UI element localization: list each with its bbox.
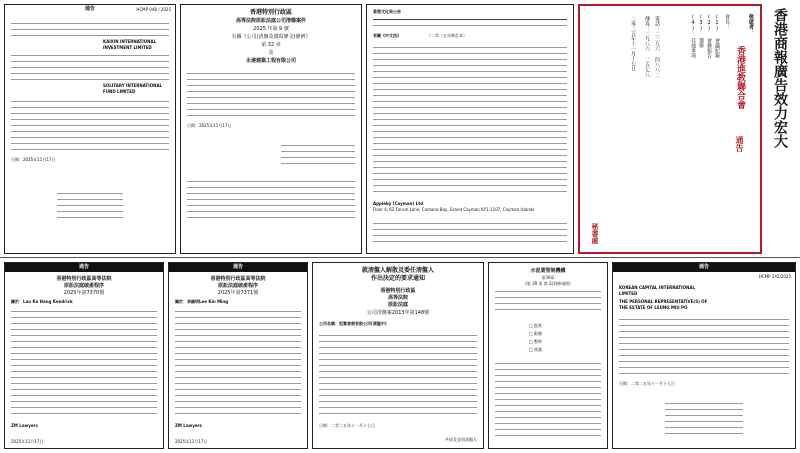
conjunction: 及 — [268, 50, 274, 56]
agenda-item-4: (4) 其他事項 — [690, 14, 696, 58]
text-line — [187, 193, 355, 194]
text-line — [175, 365, 301, 366]
text-line — [187, 199, 355, 200]
text-line — [187, 109, 355, 110]
text-line — [495, 387, 601, 388]
text-line — [187, 73, 355, 74]
text-line — [319, 389, 477, 390]
text-line — [175, 389, 301, 390]
notice-title: 香港文化局公告 — [373, 9, 401, 14]
notice-label: 通告 — [735, 136, 744, 152]
signature-line — [281, 145, 355, 146]
court-division: 原訟法庭破產程序 — [217, 283, 258, 289]
signature-line — [57, 217, 123, 218]
text-line — [373, 179, 567, 180]
text-line — [373, 107, 567, 108]
text-line — [187, 211, 355, 212]
ad-banner — [766, 4, 796, 254]
text-line — [619, 355, 789, 356]
text-line — [495, 375, 601, 376]
text-line — [11, 329, 157, 330]
text-line — [373, 47, 567, 48]
signature-line — [665, 409, 743, 410]
english-party-line-2: LIMITED — [619, 291, 638, 296]
company-name: 永達建築工程有限公司 — [245, 58, 296, 64]
court-division: 高等法院 — [387, 295, 408, 301]
text-line — [187, 79, 355, 80]
text-line — [11, 101, 169, 102]
text-line — [187, 187, 355, 188]
english-party-line-1: KAIXIN INTERNATIONAL — [103, 39, 157, 44]
text-line — [11, 323, 157, 324]
text-line — [495, 423, 601, 424]
text-line — [373, 191, 567, 192]
text-line — [619, 325, 789, 326]
text-line — [373, 241, 567, 242]
chapter: 第39章 — [541, 275, 555, 280]
party-address: Floor 4, 62 Forum Lane, Camana Bay, Grand Cayman KY1-1107, Cayman Islands — [373, 207, 535, 212]
salutation: 敬啟者： — [748, 14, 754, 34]
text-line — [11, 35, 169, 36]
text-line — [319, 365, 477, 366]
notice-heading-2: 作出決定的要求通知 — [370, 275, 425, 282]
text-line — [175, 335, 301, 336]
text-line — [319, 377, 477, 378]
notice-date: 2025年11月17日 — [11, 439, 44, 444]
text-line — [11, 23, 169, 24]
agenda-item-3: (3) 選舉 — [698, 14, 704, 48]
text-line — [373, 119, 567, 120]
text-line — [319, 341, 477, 342]
text-line — [495, 399, 601, 400]
text-line — [11, 389, 157, 390]
text-line — [187, 103, 355, 104]
text-line — [319, 335, 477, 336]
text-line — [319, 401, 477, 402]
text-line — [175, 377, 301, 378]
text-line — [11, 125, 169, 126]
text-line — [319, 347, 477, 348]
signature-line — [281, 163, 355, 164]
text-line — [319, 371, 477, 372]
text-line — [187, 85, 355, 86]
court-division: 原訟法庭破產程序 — [63, 283, 104, 289]
text-line — [619, 343, 789, 344]
signature-line — [281, 151, 355, 152]
law-firm: ZM Lawyers — [11, 423, 38, 428]
signature-line — [665, 421, 743, 422]
text-line — [11, 143, 169, 144]
text-line — [373, 143, 567, 144]
bankruptcy-notice-2 — [168, 262, 308, 449]
text-line — [495, 291, 601, 292]
text-line — [11, 347, 157, 348]
text-line — [11, 407, 157, 408]
top-middle-notice — [180, 4, 362, 254]
case-number: 2025年第7371號 — [217, 290, 259, 296]
text-line — [11, 131, 169, 132]
text-line — [175, 401, 301, 402]
text-line — [11, 67, 169, 68]
agenda-item-1: (1) 會議紀錄 — [714, 14, 720, 58]
court-name: 香港特別行政區高等法院 — [56, 276, 112, 282]
text-line — [373, 25, 567, 26]
text-line — [619, 361, 789, 362]
signature-line — [665, 427, 743, 428]
company-name: 公司名稱：恒富發展有限公司(清盤中) — [319, 321, 387, 326]
signature-line — [57, 211, 123, 212]
text-line — [495, 309, 601, 310]
court-division: 高等法院原訟法庭公司清盤案件 — [235, 18, 306, 24]
top-left-notice — [4, 4, 176, 254]
chair-label: 會長： — [724, 14, 730, 29]
text-line — [619, 349, 789, 350]
text-line — [187, 97, 355, 98]
text-line — [175, 341, 301, 342]
signature-line — [57, 205, 123, 206]
text-line — [11, 317, 157, 318]
text-line — [373, 77, 567, 78]
text-line — [175, 407, 301, 408]
text-line — [11, 353, 157, 354]
estate-notice — [612, 262, 796, 449]
text-line — [319, 413, 477, 414]
rule: (第 39 章 第 2(3)條規則) — [525, 281, 571, 286]
text-line — [619, 331, 789, 332]
text-line — [175, 329, 301, 330]
text-line — [187, 217, 355, 218]
signature-line — [281, 157, 355, 158]
party-name: Appleby (Cayman) Ltd — [373, 201, 423, 206]
text-line — [175, 371, 301, 372]
court-name: 香港特別行政區 — [249, 9, 292, 16]
text-line — [373, 149, 567, 150]
text-line — [373, 71, 567, 72]
text-line — [495, 429, 601, 430]
text-line — [619, 373, 789, 374]
signature-line — [665, 433, 743, 434]
debtor-name: 關於：Lau Ka Hang Kendrick — [11, 299, 73, 304]
text-line — [187, 181, 355, 182]
text-line — [373, 229, 567, 230]
text-line — [373, 59, 567, 60]
text-line — [373, 223, 567, 224]
text-line — [373, 131, 567, 132]
court-name: 香港特別行政區高等法院 — [210, 276, 266, 282]
text-line — [373, 185, 567, 186]
checkbox-item-2: □ 限制 — [529, 331, 543, 336]
chapter: 第 32 章 — [261, 42, 281, 48]
case-number: 2025年第7370號 — [63, 290, 105, 296]
text-line — [175, 359, 301, 360]
notice-heading: 就清盤人解散及委任清盤人 — [361, 267, 434, 274]
union-name: 香港進教聯合會 — [735, 46, 745, 109]
notice-date: 日期：二零二五年十一月十七日 — [619, 381, 675, 386]
text-line — [11, 413, 157, 414]
text-line — [319, 395, 477, 396]
court-branch: 原訟法庭 — [387, 302, 408, 308]
secretariat-label: 秘書處 — [591, 223, 599, 244]
case-number: 2025 年第 9 號 — [253, 26, 289, 32]
text-line — [373, 65, 567, 66]
text-line — [175, 413, 301, 414]
text-line — [175, 347, 301, 348]
english-party-line-3: THE PERSONAL REPRESENTATIVE(S) OF — [619, 299, 708, 304]
text-line — [11, 119, 169, 120]
text-line — [495, 417, 601, 418]
text-line — [495, 303, 601, 304]
text-line — [495, 405, 601, 406]
text-line — [11, 55, 169, 56]
text-line — [319, 353, 477, 354]
text-line — [373, 95, 567, 96]
text-line — [495, 393, 601, 394]
phone: 電話：二三九六 四八八二 — [654, 16, 660, 77]
case-number: 公司清盤案2013年第148號 — [366, 310, 430, 316]
law-firm: ZM Lawyers — [175, 423, 202, 428]
case-ref: HCMP 048 / 2025 — [136, 7, 171, 12]
text-line — [373, 101, 567, 102]
text-line — [11, 335, 157, 336]
meeting-notice — [578, 4, 762, 254]
ordinance: 有關《公司(清盤及雜項條文)條例》 — [231, 34, 311, 40]
text-line — [373, 167, 567, 168]
debtor-name: 關於：李錦明Lee Kin Ming — [175, 299, 229, 304]
agenda-item-2: (2) 會務報告 — [706, 14, 712, 58]
case-ref: HCMP 245/2025 — [758, 274, 791, 279]
text-line — [11, 383, 157, 384]
text-line — [619, 367, 789, 368]
text-line — [619, 337, 789, 338]
meeting-date: 二零二五年十一月十七日 — [630, 16, 636, 71]
notice-heading: 通告 — [169, 263, 307, 272]
english-party-line-3: SOLITARY INTERNATIONAL — [103, 83, 163, 88]
text-line — [373, 53, 567, 54]
regulatory-notice — [488, 262, 608, 449]
text-line — [187, 115, 355, 116]
checkbox-item-1: □ 批准 — [529, 323, 543, 328]
text-line — [11, 341, 157, 342]
checkbox-item-4: □ 商業 — [529, 347, 543, 352]
text-line — [373, 125, 567, 126]
text-line — [319, 359, 477, 360]
checkbox-item-3: □ 暫時 — [529, 339, 543, 344]
liquidation-notice — [312, 262, 484, 449]
top-right-notice — [366, 4, 574, 254]
notice-heading: 通告 — [5, 263, 163, 272]
text-line — [319, 383, 477, 384]
text-line — [495, 363, 601, 364]
notice-heading: 通告 — [613, 263, 795, 272]
text-line — [373, 161, 567, 162]
text-line — [373, 19, 567, 20]
court-name: 香港特別行政區 — [380, 288, 416, 294]
text-line — [495, 369, 601, 370]
text-line — [373, 155, 567, 156]
fax: 傳真：二九八六 二五七八 — [644, 16, 650, 77]
row-divider — [0, 257, 800, 258]
notice-date: 2025年11月17日 — [175, 439, 208, 444]
signature-line — [57, 193, 123, 194]
text-line — [495, 297, 601, 298]
text-line — [373, 235, 567, 236]
text-line — [175, 383, 301, 384]
text-line — [11, 311, 157, 312]
text-line — [11, 401, 157, 402]
text-line — [495, 435, 601, 436]
text-line — [495, 381, 601, 382]
text-line — [11, 79, 169, 80]
notice-heading: 通告 — [84, 6, 95, 12]
text-line — [11, 137, 169, 138]
signoff: 共同及各別清盤人 — [445, 437, 477, 442]
notice-subtext: （二零二五年修訂本） — [427, 33, 467, 38]
english-party-line-1: KOREAN CAPITAL INTERNATIONAL — [619, 285, 695, 290]
notice-date: 日期：2025年11月17日 — [11, 157, 56, 162]
banner-title: 香港商報廣告效力宏大 — [772, 8, 788, 148]
notice-date: 日期：二零二五年十一月十七日 — [319, 423, 375, 428]
text-line — [11, 395, 157, 396]
signature-line — [665, 415, 743, 416]
text-line — [373, 173, 567, 174]
text-line — [319, 407, 477, 408]
text-line — [175, 395, 301, 396]
text-line — [175, 353, 301, 354]
notice-date: 日期：2025年11月17日 — [187, 123, 232, 128]
text-line — [373, 113, 567, 114]
text-line — [175, 317, 301, 318]
text-line — [11, 371, 157, 372]
english-party-line-2: INVESTMENT LIMITED — [103, 45, 152, 50]
text-line — [373, 137, 567, 138]
text-line — [175, 323, 301, 324]
text-line — [11, 107, 169, 108]
english-party-line-4: FUND LIMITED — [103, 89, 136, 94]
bankruptcy-notice-1 — [4, 262, 164, 449]
english-party-line-4: THE ESTATE OF LEUNG MIU PO — [619, 305, 688, 310]
text-line — [11, 61, 169, 62]
signature-line — [665, 403, 743, 404]
text-line — [175, 311, 301, 312]
text-line — [495, 411, 601, 412]
text-line — [11, 29, 169, 30]
text-line — [373, 89, 567, 90]
text-line — [187, 205, 355, 206]
text-line — [373, 83, 567, 84]
signature-line — [57, 199, 123, 200]
text-line — [11, 359, 157, 360]
notice-heading: 水泥業管制機構 — [530, 268, 566, 274]
text-line — [619, 319, 789, 320]
text-line — [187, 91, 355, 92]
text-line — [11, 149, 169, 150]
text-line — [11, 377, 157, 378]
text-line — [11, 113, 169, 114]
text-line — [11, 73, 169, 74]
text-line — [11, 365, 157, 366]
notice-subtitle: 有關《中文法》 — [373, 33, 401, 38]
